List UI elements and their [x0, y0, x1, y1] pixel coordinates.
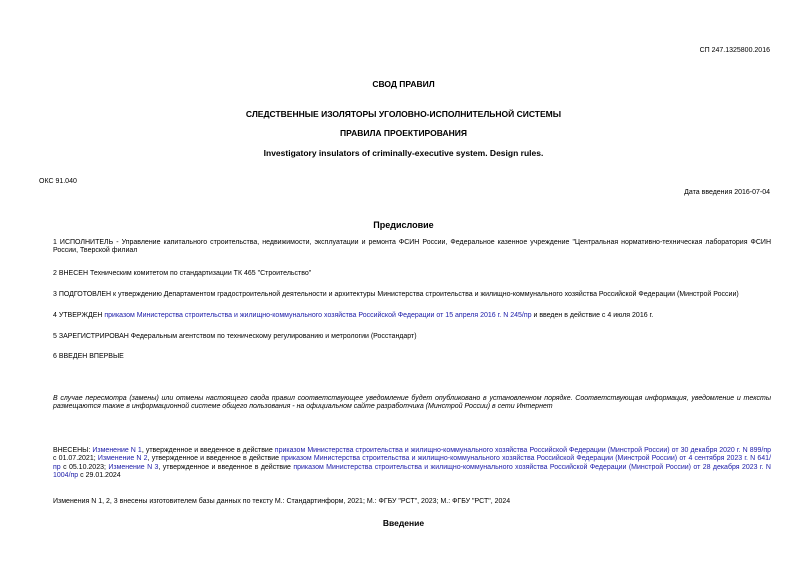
preface-item-2	[39, 270, 771, 278]
doc-subtitle: ПРАВИЛА ПРОЕКТИРОВАНИЯ	[340, 128, 467, 138]
doc-type-title: СВОД ПРАВИЛ	[372, 79, 435, 89]
amendments-text-c: с 01.07.2021;	[53, 455, 98, 463]
introduction-heading: Введение	[382, 518, 425, 528]
preface-item-6-text: 6 ВВЕДЕН ВПЕРВЫЕ	[53, 353, 124, 360]
amendments-text-g: с 29.01.2024	[78, 472, 121, 480]
amendments-text-f: , утвержденное и введенное в действие	[158, 463, 294, 471]
preface-item-2-text: 2 ВНЕСЕН Техническим комитетом по стандартизации ТК 465 "Строительство"	[53, 270, 312, 277]
doc-title-english: Investigatory insulators of criminally-executive system. Design rules.	[263, 148, 544, 158]
preface-item-1	[39, 239, 771, 256]
amendment-2-order-link[interactable]: приказом Министерства строительства и жилищно-коммунального хозяйства Российской Федерации (Минстрой России) от 4 сентября 2023 г. N 641/пр	[53, 455, 772, 471]
revision-notice	[39, 395, 771, 412]
amendment-2-link[interactable]: Изменение N 2	[97, 455, 148, 463]
amendment-3-link[interactable]: Изменение N 3	[108, 463, 159, 471]
preface-heading: Предисловие	[373, 220, 434, 230]
doc-title: СЛЕДСТВЕННЫЕ ИЗОЛЯТОРЫ УГОЛОВНО-ИСПОЛНИТЕЛЬНОЙ СИСТЕМЫ	[245, 109, 562, 119]
preface-item-1-text: 1 ИСПОЛНИТЕЛЬ - Управление капитального строительства, недвижимости, эксплуатации и ремонта ФСИН России, Федеральное казенное учреждение "Центральная нормативно-техническая лаборатория ФСИН России, Тверской филиал	[53, 239, 771, 255]
approval-order-link[interactable]: приказом Министерства строительства и жилищно-коммунального хозяйства Российской Федерации от 15 апреля 2016 г. N 245/пр	[104, 312, 532, 319]
amendment-1-link[interactable]: Изменение N 1	[92, 447, 142, 454]
amendments-text-e: с 05.10.2023;	[60, 463, 109, 471]
intro-date: Дата введения 2016-07-04	[684, 189, 770, 196]
preface-item-4-prefix: 4 УТВЕРЖДЕН	[53, 312, 105, 319]
preface-item-4	[39, 312, 771, 320]
amendment-3-order-link[interactable]: приказом Министерства строительства и жилищно-коммунального хозяйства Российской Федерации (Минстрой России) от 28 декабря 2023 г. N 1004/пр	[53, 463, 771, 480]
revision-notice-text: В случае пересмотра (замены) или отмены настоящего свода правил соответствующее уведомление будет опубликовано в установленном порядке. Соответствующая информация, уведомление и тексты размещаются также в информационной системе общего пользования - на официальном сайте разработчика (Минстрой России) в сети Интернет	[53, 395, 771, 411]
document-code: СП 247.1325800.2016	[699, 47, 770, 54]
amendment-1-order-link[interactable]: приказом Министерства строительства и жилищно-коммунального хозяйства Российской Федерации (Минстрой России) от 30 декабря 2020 г. N 899/пр	[274, 447, 771, 454]
amendments-text-b: , утвержденное и введенное в действие	[141, 447, 275, 454]
oks-code: ОКС 91.040	[39, 178, 77, 185]
preface-item-6	[39, 353, 771, 361]
preface-item-5	[39, 333, 771, 341]
preface-item-3	[39, 291, 771, 299]
amendments-text-d: , утвержденное и введенное в действие	[147, 455, 282, 463]
database-note	[39, 498, 771, 506]
database-note-text: Изменения N 1, 2, 3 внесены изготовителем базы данных по тексту М.: Стандартинформ, 2021; М.: ФГБУ "РСТ", 2023; М.: ФГБУ "РСТ", 2024	[53, 498, 511, 505]
preface-item-4-suffix: и введен в действие с 4 июля 2016 г.	[531, 312, 654, 319]
preface-item-3-text: 3 ПОДГОТОВЛЕН к утверждению Департаментом градостроительной деятельности и архитектуры Министерства строительства и жилищно-коммунального хозяйства Российской Федерации (Минстрой России)	[53, 291, 739, 298]
amendments-label: ВНЕСЕНЫ:	[53, 447, 93, 454]
amendments-paragraph	[39, 447, 771, 481]
preface-item-5-text: 5 ЗАРЕГИСТРИРОВАН Федеральным агентством по техническому регулированию и метрологии (Росстандарт)	[53, 333, 417, 340]
